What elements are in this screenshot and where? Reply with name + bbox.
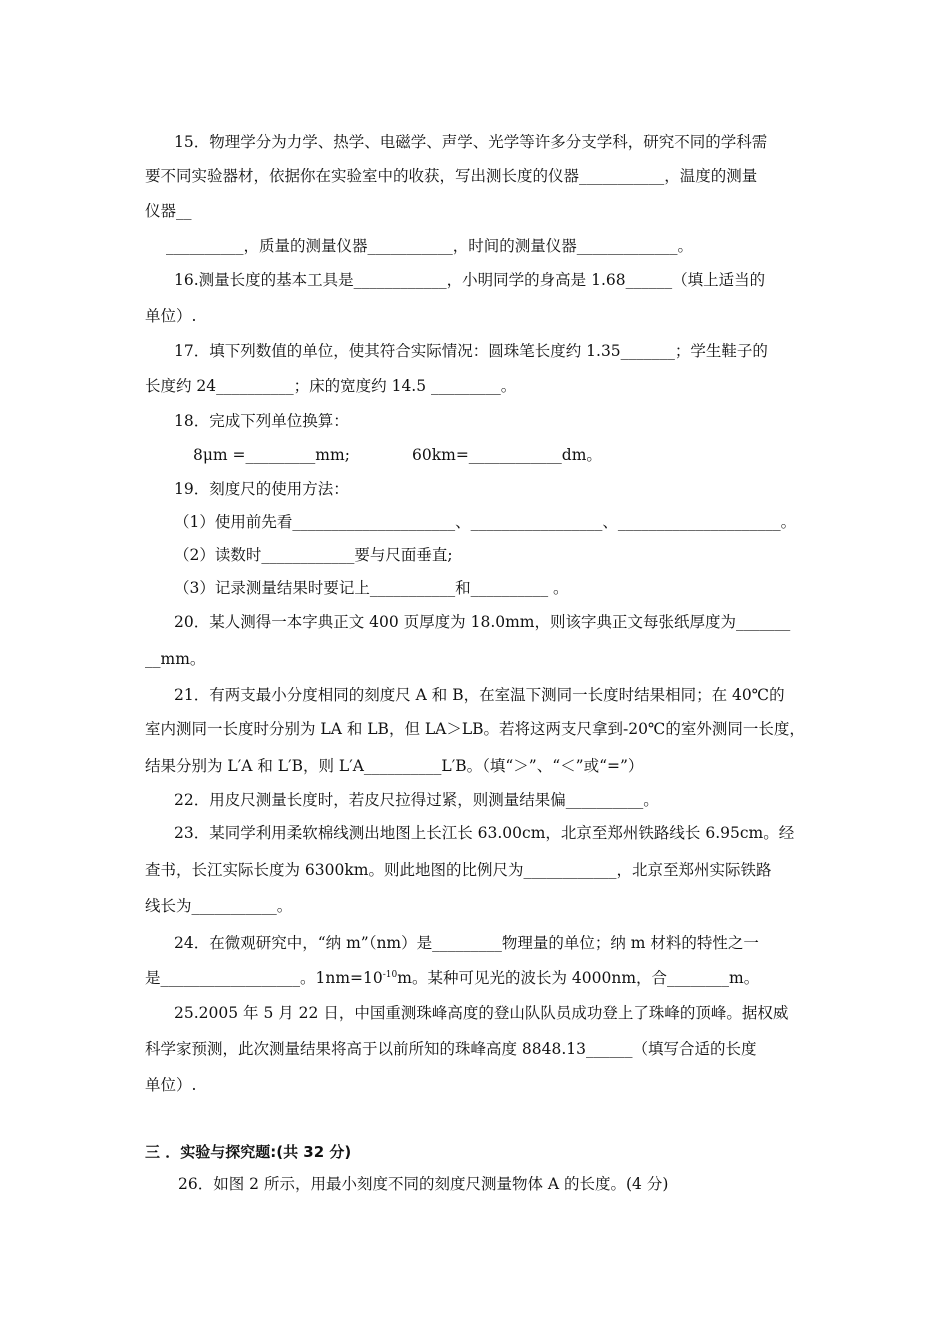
q19-item2: （2）读数时____________要与尺面垂直; xyxy=(174,546,453,564)
q25-line2: 科学家预测，此次测量结果将高于以前所知的珠峰高度 8848.13______（填写合适的长度 xyxy=(145,1040,757,1058)
q25-line3: 单位）. xyxy=(145,1076,197,1094)
q17-line2: 长度约 24__________；床的宽度约 14.5 _________。 xyxy=(145,377,517,395)
q22-line1: 22．用皮尺测量长度时，若皮尺拉得过紧，则测量结果偏__________。 xyxy=(174,791,659,809)
q18-conv-a: 8μm =_________mm; xyxy=(193,446,350,464)
q15-line4: __________，质量的测量仪器___________，时间的测量仪器_____________。 xyxy=(166,237,694,255)
q15-line2: 要不同实验器材，依据你在实验室中的收获，写出测长度的仪器___________，温度的测量 xyxy=(145,167,758,185)
q23-line1: 23．某同学利用柔软棉线测出地图上长江长 63.00cm，北京至郑州铁路线长 6.95cm。经 xyxy=(174,824,795,842)
q21-line1: 21．有两支最小分度相同的刻度尺 A 和 B，在室温下测同一长度时结果相同；在 40℃的 xyxy=(174,686,785,704)
q24-line1: 24．在微观研究中，“纳 m”（nm）是_________物理量的单位；纳 m 材料的特性之一 xyxy=(174,934,759,952)
q19-item1: （1）使用前先看_____________________、_________________、_____________________。 xyxy=(174,513,797,531)
q20-line1: 20．某人测得一本字典正文 400 页厚度为 18.0mm，则该字典正文每张纸厚度为_______ xyxy=(174,613,791,631)
q19-title: 19．刻度尺的使用方法： xyxy=(174,480,349,498)
q16-line2: 单位）. xyxy=(145,307,197,325)
q24-line2-pre: 是__________________。1nm=10 xyxy=(145,969,383,987)
q18-title: 18．完成下列单位换算： xyxy=(174,412,349,430)
q19-item3: （3）记录测量结果时要记上___________和__________ 。 xyxy=(174,579,569,597)
q21-line3: 结果分别为 L′A 和 L′B，则 L′A__________L′B。（填“＞”、“＜”或“=”） xyxy=(145,757,644,775)
q24-line2-post: m。某种可见光的波长为 4000nm，合________m。 xyxy=(397,969,760,987)
q25-line1: 25.2005 年 5 月 22 日，中国重测珠峰高度的登山队队员成功登上了珠峰的顶峰。据权威 xyxy=(174,1004,789,1022)
q16-line1: 16.测量长度的基本工具是____________，小明同学的身高是 1.68______（填上适当的 xyxy=(174,271,766,289)
q17-line1: 17．填下列数值的单位，使其符合实际情况：圆珠笔长度约 1.35_______；学生鞋子的 xyxy=(174,342,768,360)
q20-line2: __mm。 xyxy=(145,650,206,668)
q23-line2: 查书，长江实际长度为 6300km。则此地图的比例尺为____________，北京至郑州实际铁路 xyxy=(145,861,772,879)
q21-line2: 室内测同一长度时分别为 LA 和 LB，但 LA＞LB。若将这两支尺拿到-20℃的室外测同一长度， xyxy=(145,720,805,738)
q26-line1: 26．如图 2 所示，用最小刻度不同的刻度尺测量物体 A 的长度。(4 分) xyxy=(178,1175,669,1193)
q23-line3: 线长为___________。 xyxy=(145,897,293,915)
q15-line1: 15．物理学分为力学、热学、电磁学、声学、光学等许多分支学科，研究不同的学科需 xyxy=(174,133,768,151)
q24-line2 xyxy=(145,968,759,988)
q24-exponent: -10 xyxy=(382,969,398,980)
q18-conv-b: 60km=____________dm。 xyxy=(412,446,602,464)
section-3-heading: 三 ．实验与探究题:(共 32 分) xyxy=(145,1143,352,1161)
q15-line3: 仪器__ xyxy=(145,202,192,220)
